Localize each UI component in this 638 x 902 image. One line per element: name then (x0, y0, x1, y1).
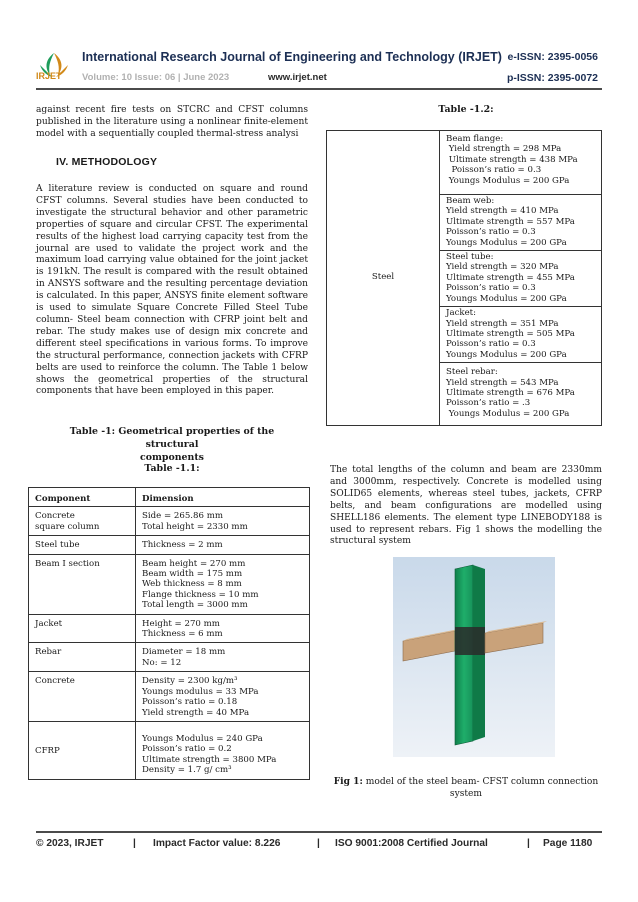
cell-line: square column (35, 521, 100, 532)
cell-line: Concrete (35, 511, 75, 522)
cell-line: Youngs Modulus = 200 GPa (446, 175, 570, 186)
paragraph-intro: against recent fire tests on STCRC and CFST columns published in the literature using a nonlinear finite-element model with a sequentially coupled thermal-stress analysi (36, 105, 308, 139)
cell-line: Beam I section (35, 558, 100, 569)
fig1-caption: Fig 1: model of the steel beam- CFST column connection system (333, 776, 599, 799)
cell-line: Poisson’s ratio = 0.3 (446, 283, 536, 294)
section-heading: IV. METHODOLOGY (56, 156, 158, 168)
cell-line: Total height = 2330 mm (142, 521, 248, 532)
component-cell (29, 614, 136, 643)
cell-line: Yield strength = 298 MPa (446, 144, 562, 155)
header-rule (36, 88, 602, 90)
table-header-cell: Component (29, 488, 136, 507)
footer-rule (36, 831, 602, 833)
table-row (29, 614, 310, 643)
cell-line: Steel tube: (446, 252, 494, 263)
table-row (29, 536, 310, 554)
dimension-cell (136, 672, 310, 722)
cell-line: Web thickness = 8 mm (142, 579, 242, 590)
joint-jacket (455, 627, 485, 655)
cell-line: Poisson’s ratio = 0.3 (446, 339, 536, 350)
table-header-row (29, 488, 310, 507)
cell-line: Youngs Modulus = 200 GPa (446, 349, 567, 360)
steel-property-cell (440, 363, 602, 426)
component-cell (29, 643, 136, 672)
dimension-cell (136, 721, 310, 779)
cell-line: Rebar (35, 647, 62, 658)
table-row (29, 672, 310, 722)
cell-line: Yield strength = 410 MPa (446, 206, 559, 217)
journal-title: International Research Journal of Engineering and Technology (IRJET) (82, 50, 502, 64)
cell-line: Yield strength = 40 MPa (142, 707, 250, 718)
table-header-cell: Dimension (136, 488, 310, 507)
cell-line: Poisson’s ratio = 0.18 (142, 697, 238, 708)
paragraph-modelling: The total lengths of the column and beam are 2330mm and 3000mm, respectively. Concrete is modelled using SOLID65 elements, whereas steel tubes, jackets, CFRP belts, and beam configurations are modelled using SHELL186 elements. The element type LINEBODY188 is used to represent rebars. Fig 1 shows the modelling the structural system (330, 465, 602, 547)
table11-caption: Table -1.1: (144, 463, 200, 474)
cell-line: Concrete (35, 676, 75, 687)
cell-line: Poisson’s ratio = .3 (446, 398, 531, 409)
cell-line: Youngs modulus = 33 MPa (142, 686, 259, 697)
cell-line: Ultimate strength = 455 MPa (446, 272, 575, 283)
steel-property-cell (440, 307, 602, 363)
cell-line: Beam height = 270 mm (142, 558, 246, 569)
cell-line: Density = 1.7 g/ cm³ (142, 765, 232, 776)
dimension-cell (136, 536, 310, 554)
fig1-model-image (393, 557, 555, 757)
dimension-cell (136, 643, 310, 672)
cell-line: Yield strength = 320 MPa (446, 262, 559, 273)
table12-caption: Table -1.2: (438, 104, 494, 115)
table-row (29, 507, 310, 536)
dimension-cell (136, 554, 310, 614)
footer-iso: ISO 9001:2008 Certified Journal (335, 838, 488, 849)
table-row (29, 554, 310, 614)
cell-line: Youngs Modulus = 200 GPa (446, 237, 567, 248)
cell-line: Ultimate strength = 557 MPa (446, 216, 575, 227)
cell-line: Diameter = 18 mm (142, 647, 226, 658)
table-row (327, 131, 602, 195)
cell-line: Yield strength = 543 MPa (446, 377, 559, 388)
steel-property-cell (440, 251, 602, 307)
component-cell (29, 536, 136, 554)
cell-line: Total length = 3000 mm (142, 600, 248, 611)
cell-line: CFRP (35, 745, 60, 756)
pissn: p-ISSN: 2395-0072 (506, 72, 598, 84)
footer-separator: | (317, 838, 320, 849)
footer-separator: | (527, 838, 530, 849)
component-cell (29, 507, 136, 536)
journal-url[interactable]: www.irjet.net (268, 72, 327, 83)
cell-line: Thickness = 2 mm (142, 540, 223, 551)
component-cell (29, 672, 136, 722)
cell-line: Poisson’s ratio = 0.3 (446, 227, 536, 238)
cell-line: Thickness = 6 mm (142, 629, 223, 640)
cell-line: Youngs Modulus = 200 GPa (446, 408, 570, 419)
footer-copyright: © 2023, IRJET (36, 838, 104, 849)
cell-line: Ultimate strength = 438 MPa (446, 154, 578, 165)
footer-separator: | (133, 838, 136, 849)
cell-line: No: = 12 (142, 657, 182, 668)
footer-impact-factor: Impact Factor value: 8.226 (153, 838, 281, 849)
steel-property-cell (440, 195, 602, 251)
table1-caption: Table -1: Geometrical properties of the structural components (69, 426, 275, 463)
dimension-cell (136, 614, 310, 643)
cell-line: Poisson’s ratio = 0.3 (446, 165, 542, 176)
table-row (29, 721, 310, 779)
cell-line: Ultimate strength = 676 MPa (446, 387, 575, 398)
paragraph-methodology: A literature review is conducted on square and round CFST columns. Several studies have been conducted to investigate the structural behavior and other parametric properties of square and circular CFST. The experimental results of the highest load carrying capacity test from the journal are used to validate the project work and the maximum load carrying value obtained for the joint jacket is 191kN. The result is compared with the result obtained in ANSYS software and the resulting percentage deviation is calculated. In this paper, ANSYS finite element software is used to simulate Square Concrete Filled Steel Tube column- Steel beam connection with CFRP joint belt and rebar. The study makes use of design mix concrete and different steel specifications in various forms. To improve the structural performance, connection jackets with CFRP belts are used to reinforce the column. The Table 1 below shows the geometrical properties of the structural components that have been employed in this paper. (36, 184, 308, 397)
cell-line: Height = 270 mm (142, 618, 220, 629)
logo-wordmark: IRJET (36, 71, 62, 81)
table-geometrical-properties (28, 487, 310, 780)
cell-line: Youngs Modulus = 240 GPa (142, 733, 263, 744)
dimension-cell (136, 507, 310, 536)
footer-page-number: Page 1180 (543, 838, 593, 849)
component-cell (29, 721, 136, 779)
table-steel-properties (326, 130, 602, 426)
eissn: e-ISSN: 2395-0056 (507, 51, 598, 63)
component-cell (29, 554, 136, 614)
cell-line: Steel tube (35, 540, 80, 551)
cell-line: Jacket (35, 618, 63, 629)
cell-line: Side = 265.86 mm (142, 511, 223, 522)
table-row (29, 643, 310, 672)
cell-line: Poisson’s ratio = 0.2 (142, 744, 232, 755)
cell-line: Youngs Modulus = 200 GPa (446, 293, 567, 304)
steel-property-cell (440, 131, 602, 195)
cell-line: Flange thickness = 10 mm (142, 589, 259, 600)
cell-line: Ultimate strength = 505 MPa (446, 328, 575, 339)
cell-line: Jacket: (446, 308, 477, 319)
volume-issue: Volume: 10 Issue: 06 | June 2023 (82, 72, 230, 83)
cell-line: Yield strength = 351 MPa (446, 318, 559, 329)
cell-line: Beam width = 175 mm (142, 569, 243, 580)
steel-label-cell: Steel (327, 131, 440, 426)
cell-line: Beam flange: (446, 134, 504, 144)
cell-line: Density = 2300 kg/m³ (142, 676, 238, 687)
cell-line: Steel rebar: (446, 367, 498, 378)
cell-line: Ultimate strength = 3800 MPa (142, 754, 277, 765)
cell-line: Beam web: (446, 196, 495, 207)
